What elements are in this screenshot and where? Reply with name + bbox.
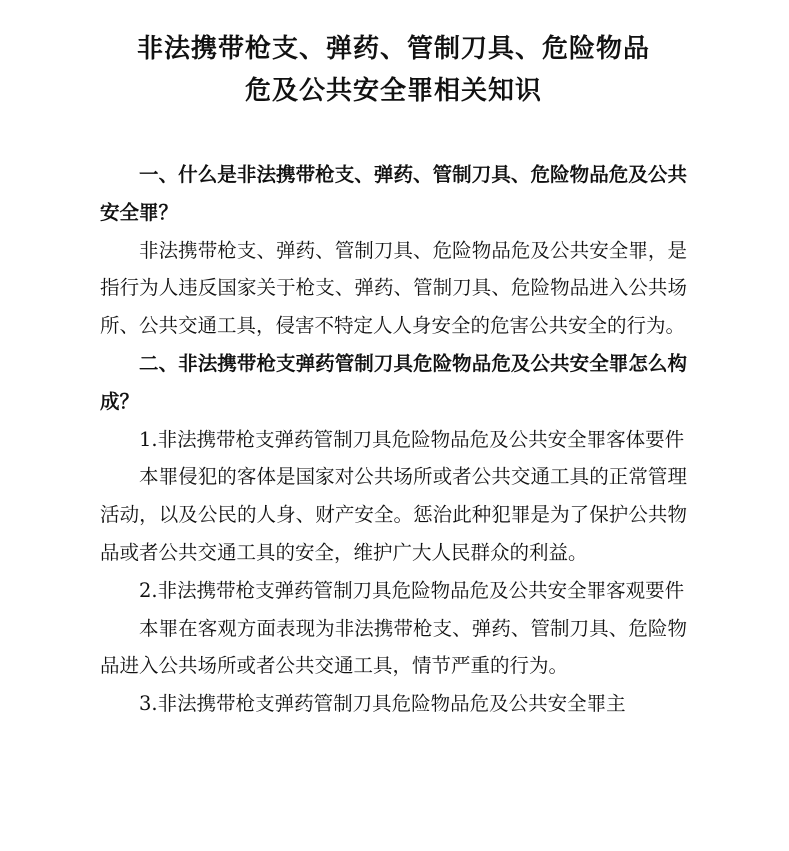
document-body <box>100 156 687 723</box>
subheading-subject-element: 3.非法携带枪支弹药管制刀具危险物品危及公共安全罪主 <box>139 692 626 716</box>
section-heading-2: 二、非法携带枪支弹药管制刀具危险物品危及公共安全罪怎么构成？ <box>100 351 687 413</box>
title-line-2: 危及公共安全罪相关知识 <box>244 76 542 106</box>
document-title <box>100 28 687 112</box>
section-heading-1: 一、什么是非法携带枪支、弹药、管制刀具、危险物品危及公共安全罪？ <box>100 163 687 224</box>
subheading-objective-element: 2.非法携带枪支弹药管制刀具危险物品危及公共安全罪客观要件 <box>139 578 685 602</box>
definition-paragraph: 非法携带枪支、弹药、管制刀具、危险物品危及公共安全罪，是指行为人违反国家关于枪支、弹药、管制刀具、危险物品进入公共场所、公共交通工具，侵害不特定人人身安全的危害公共安全的行为。 <box>100 238 687 338</box>
subheading-object-element: 1.非法携带枪支弹药管制刀具危险物品危及公共安全罪客体要件 <box>139 427 685 451</box>
object-element-paragraph: 本罪侵犯的客体是国家对公共场所或者公共交通工具的正常管理活动，以及公民的人身、财产安全。惩治此种犯罪是为了保护公共物品或者公共交通工具的安全，维护广大人民群众的利益。 <box>100 465 687 564</box>
title-line-1: 非法携带枪支、弹药、管制刀具、危险物品 <box>136 34 650 64</box>
objective-element-paragraph: 本罪在客观方面表现为非法携带枪支、弹药、管制刀具、危险物品进入公共场所或者公共交通工具，情节严重的行为。 <box>100 616 687 678</box>
